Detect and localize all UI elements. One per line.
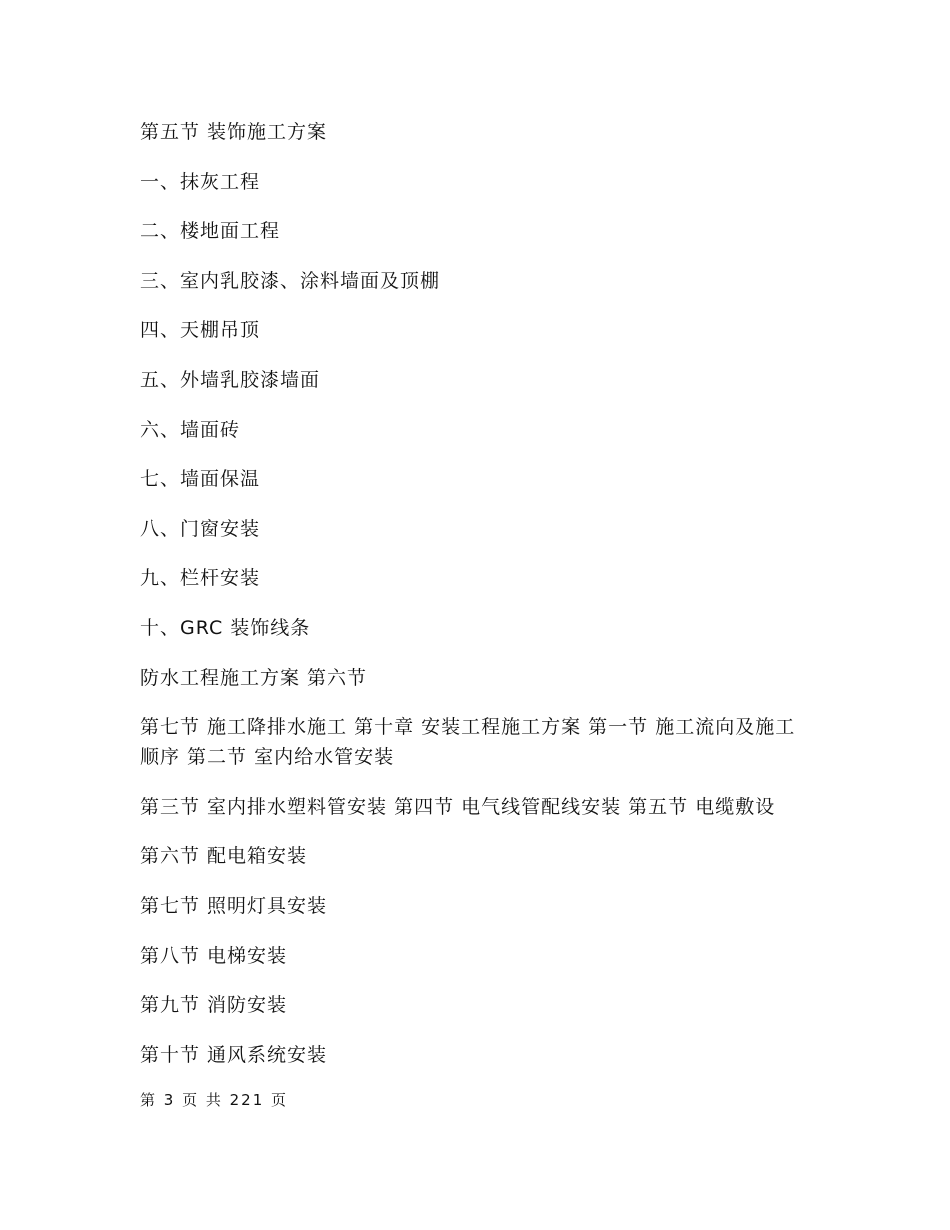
- toc-line: 一、抹灰工程: [140, 170, 261, 193]
- toc-line: 六、墙面砖: [140, 418, 241, 441]
- toc-line: 第八节 电梯安装: [140, 944, 288, 967]
- toc-line: 防水工程施工方案 第六节: [140, 666, 368, 689]
- toc-line: 二、楼地面工程: [140, 220, 281, 243]
- toc-line: 八、门窗安装: [140, 517, 261, 540]
- page-footer: 第 3 页 共 221 页: [140, 1091, 289, 1109]
- toc-line: 第三节 室内排水塑料管安装 第四节 电气线管配线安装 第五节 电缆敷设: [140, 795, 776, 818]
- toc-line: 第九节 消防安装: [140, 994, 288, 1017]
- toc-line: 十、GRC 装饰线条: [140, 616, 311, 639]
- toc-line: 九、栏杆安装: [140, 567, 261, 590]
- toc-line: 第十节 通风系统安装: [140, 1043, 328, 1066]
- toc-line: 第七节 照明灯具安装: [140, 894, 328, 917]
- toc-line: 第五节 装饰施工方案: [140, 121, 328, 143]
- toc-line: 第七节 施工降排水施工 第十章 安装工程施工方案 第一节 施工流向及施工顺序 第二节 室内给水管安装: [140, 716, 796, 769]
- toc-content: [140, 117, 810, 1089]
- toc-line: 五、外墙乳胶漆墙面: [140, 368, 321, 391]
- toc-line: 三、室内乳胶漆、涂料墙面及顶棚: [140, 269, 441, 292]
- toc-line: 七、墙面保温: [140, 468, 261, 491]
- toc-line: 四、天棚吊顶: [140, 319, 261, 342]
- toc-line: 第六节 配电箱安装: [140, 845, 308, 868]
